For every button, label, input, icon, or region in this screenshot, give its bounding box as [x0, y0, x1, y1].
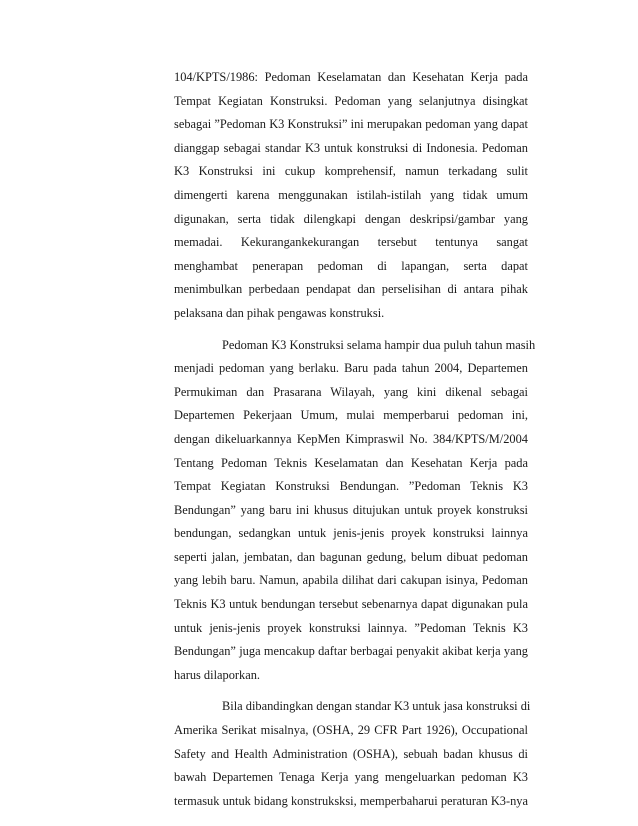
text-line: 104/KPTS/1986: Pedoman Keselamatan dan Kesehatan Kerja pada: [174, 70, 528, 84]
text-line: Permukiman dan Prasarana Wilayah, yang kini dikenal sebagai: [174, 384, 528, 399]
text-line: dengan dikeluarkannya KepMen Kimpraswil No. 384/KPTS/M/2004: [174, 431, 528, 446]
text-line: seperti jalan, jembatan, dan bagunan gedung, belum dibuat pedoman: [174, 549, 528, 564]
text-line: pelaksana dan pihak pengawas konstruksi.: [174, 305, 385, 320]
paragraph-gap: [174, 687, 528, 695]
text-line: Teknis K3 untuk bendungan tersebut sebenarnya dapat digunakan pula: [174, 597, 528, 612]
text-line: menghambat penerapan pedoman di lapangan, serta dapat: [174, 258, 528, 273]
text-line: dimengerti karena menggunakan istilah-istilah yang tidak umum: [174, 187, 528, 202]
text-line: bendungan, sedangkan untuk jenis-jenis proyek konstruksi lainnya: [174, 526, 528, 541]
text-line: Bila dibandingkan dengan standar K3 untuk jasa konstruksi di: [222, 699, 531, 714]
text-line: Departemen Pekerjaan Umum, mulai memperbarui pedoman ini,: [174, 408, 528, 423]
text-line: digunakan, serta tidak dilengkapi dengan deskripsi/gambar yang: [174, 211, 528, 226]
text-line: menjadi pedoman yang berlaku. Baru pada tahun 2004, Departemen: [174, 361, 528, 376]
document-page: [174, 66, 536, 813]
text-line: dianggap sebagai standar K3 untuk konstruksi di Indonesia. Pedoman: [174, 140, 528, 155]
paragraph: [174, 334, 536, 688]
text-line: Bendungan” yang baru ini khusus ditujukan untuk proyek konstruksi: [174, 502, 528, 517]
paragraph-gap: [174, 326, 528, 334]
text-line: Bendungan” juga mencakup daftar berbagai penyakit akibat kerja yang: [174, 644, 528, 659]
text-line: sebagai ”Pedoman K3 Konstruksi” ini merupakan pedoman yang dapat: [174, 117, 528, 132]
text-line: Tempat Kegiatan Konstruksi. Pedoman yang selanjutnya disingkat: [174, 93, 528, 108]
text-line: termasuk untuk bidang konstruksksi, memperbaharui peraturan K3-nya: [174, 793, 528, 808]
text-line: harus dilaporkan.: [174, 667, 261, 682]
text-line: memadai. Kekurangankekurangan tersebut tentunya sangat: [174, 235, 528, 250]
text-line: menimbulkan perbedaan pendapat dan perselisihan di antara pihak: [174, 282, 528, 297]
text-line: Tempat Kegiatan Konstruksi Bendungan. ”Pedoman Teknis K3: [174, 479, 528, 494]
text-line: yang lebih baru. Namun, apabila dilihat dari cakupan isinya, Pedoman: [174, 573, 528, 588]
paragraph: [174, 66, 528, 326]
text-line: K3 Konstruksi ini cukup komprehensif, namun terkadang sulit: [174, 164, 528, 179]
text-line: Amerika Serikat misalnya, (OSHA, 29 CFR Part 1926), Occupational: [174, 723, 528, 738]
text-line: Pedoman K3 Konstruksi selama hampir dua puluh tahun masih: [222, 337, 536, 352]
text-line: Tentang Pedoman Teknis Keselamatan dan Kesehatan Kerja pada: [174, 455, 528, 470]
text-line: Safety and Health Administration (OSHA), sebuah badan khusus di: [174, 746, 528, 761]
text-line: untuk jenis-jenis proyek konstruksi lainnya. ”Pedoman Teknis K3: [174, 620, 528, 635]
paragraph: [174, 695, 531, 813]
text-line: bawah Departemen Tenaga Kerja yang mengeluarkan pedoman K3: [174, 770, 528, 785]
